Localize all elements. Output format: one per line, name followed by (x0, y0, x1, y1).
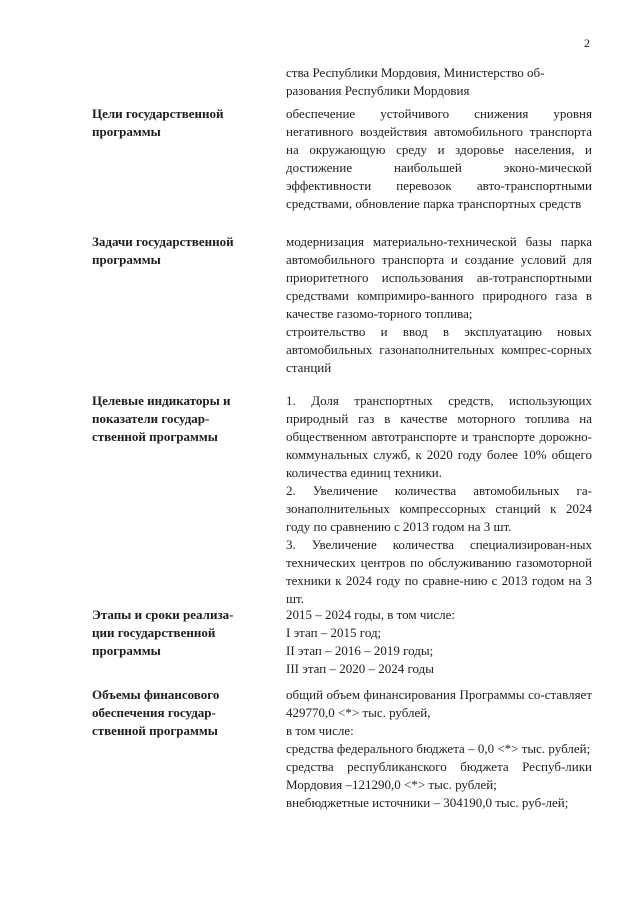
row-paragraph: III этап – 2020 – 2024 годы (286, 661, 434, 676)
row-paragraph: внебюджетные источники – 304190,0 тыс. руб-лей; (286, 795, 569, 810)
row-paragraph: I этап – 2015 год; (286, 625, 382, 640)
row-content (286, 233, 592, 377)
row-paragraph: средства республиканского бюджета Респуб-лики Мордовия –121290,0 <*> тыс. рублей; (286, 759, 592, 792)
row-paragraph: 2. Увеличение количества автомобильных га-зонаполнительных компрессорных станций к 2024 году по сравнению с 2013 годом на 3 шт. (286, 483, 592, 534)
continuation-line: ства Республики Мордовия, Министерство об- (286, 65, 545, 80)
row-paragraph: строительство и ввод в эксплуатацию новых автомобильных газонаполнительных компрес-сорных станций (286, 324, 592, 375)
continuation-line: разования Республики Мордовия (286, 83, 470, 98)
row-paragraph: в том числе: (286, 723, 354, 738)
page-number: 2 (584, 36, 590, 50)
row-label: Этапы и сроки реализа- ции государственной программы (92, 607, 234, 658)
row-paragraph: 2015 – 2024 годы, в том числе: (286, 607, 455, 622)
continuation-text (286, 64, 592, 100)
row-paragraph: общий объем финансирования Программы со-ставляет 429770,0 <*> тыс. рублей, (286, 687, 592, 720)
row-content (286, 606, 592, 678)
row-label: Цели государственной программы (92, 106, 224, 139)
row-label: Целевые индикаторы и показатели государ- ственной программы (92, 393, 231, 444)
row-paragraph: средства федерального бюджета – 0,0 <*> тыс. рублей; (286, 741, 591, 756)
row-content (286, 105, 592, 213)
row-label: Объемы финансового обеспечения государ- ственной программы (92, 687, 220, 738)
row-paragraph: обеспечение устойчивого снижения уровня негативного воздействия автомобильного транспорта на окружающую среду и здоровье населения, и достижение наибольшей эконо-мической эффективности перевозок авто-транспортными средствами, обновление парка транспортных средств (286, 106, 592, 211)
row-paragraph: II этап – 2016 – 2019 годы; (286, 643, 434, 658)
row-content (286, 392, 592, 608)
row-paragraph: 1. Доля транспортных средств, использующих природный газ в качестве моторного топлива на общественном автотранспорте и транспорте дорожно-коммунальных служб, к 2020 году более 10% общего количества единиц техники. (286, 393, 592, 480)
row-label: Задачи государственной программы (92, 234, 234, 267)
row-paragraph: 3. Увеличение количества специализирован-ных технических центров по обслуживанию газомоторной техники к 2024 году по сравне-нию с 2013 годом на 3 шт. (286, 537, 592, 606)
row-paragraph: модернизация материально-технической базы парка автомобильного транспорта и создание условий для приоритетного использования ав-тотранспортными средствами компримиро-ванного природного газа в качестве газомо-торного топлива; (286, 234, 592, 321)
row-content (286, 686, 592, 812)
